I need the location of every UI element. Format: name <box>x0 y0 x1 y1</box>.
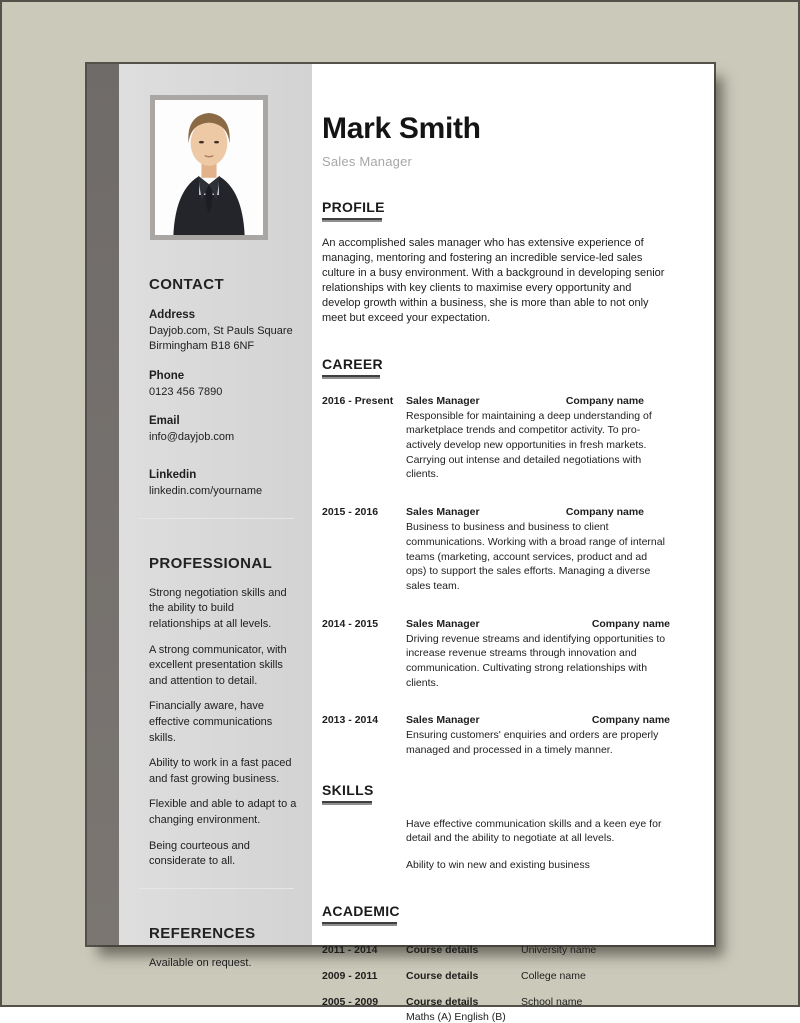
academic-dates: 2011 - 2014 <box>322 943 378 956</box>
academic-row <box>322 970 670 982</box>
career-dates: 2016 - Present <box>322 394 394 407</box>
professional-item: Being courteous and considerate to all. <box>149 839 250 868</box>
career-dates: 2013 - 2014 <box>322 714 379 727</box>
contact-linkedin <box>149 467 297 499</box>
contact-phone-value: 0123 456 7890 <box>149 385 223 398</box>
academic-dates: 2009 - 2011 <box>322 969 378 982</box>
contact-heading: CONTACT <box>149 276 225 293</box>
contact-email-label: Email <box>149 415 180 428</box>
career-description: Ensuring customers' enquiries and orders are properly managed and processed in a timely manner. <box>406 729 659 757</box>
career-body <box>406 506 670 593</box>
career-description: Driving revenue streams and identifying opportunities to increase revenue streams through innovation and communication. Cultivating strong relationships with clients. <box>406 632 666 689</box>
academic-course: Course details <box>406 969 479 982</box>
cv-page <box>87 64 714 1023</box>
career-role-row <box>406 714 670 726</box>
skills-item: Have effective communication skills and a keen eye for detail and the ability to negotiate at all levels. <box>406 817 662 845</box>
career-dates: 2014 - 2015 <box>322 617 379 630</box>
professional-heading: PROFESSIONAL <box>149 554 273 572</box>
contact-address <box>149 307 297 355</box>
contact-email <box>149 413 297 445</box>
career-role: Sales Manager <box>406 394 480 407</box>
contact-address-label: Address <box>149 309 196 321</box>
career-role-row <box>406 506 670 518</box>
professional-item: A strong communicator, with excellent presentation skills and attention to detail. <box>149 643 287 687</box>
career-body <box>406 618 670 691</box>
career-company: Company name <box>591 714 670 727</box>
contact-linkedin-label: Linkedin <box>149 469 197 482</box>
skills-body <box>406 817 670 873</box>
page-spine <box>87 64 119 945</box>
career-role-row <box>406 395 670 407</box>
career-role: Sales Manager <box>406 506 480 519</box>
professional-list <box>149 586 297 870</box>
academic-row <box>322 944 670 956</box>
main-column <box>312 64 714 1023</box>
career-description: Responsible for maintaining a deep understanding of marketplace trends and competitor activity. To pro-actively develop new opportunities in fresh markets. Carrying out intense and detailed negotiations with clients. <box>406 409 652 481</box>
career-entry <box>322 714 670 757</box>
academic-institution: College name <box>521 969 586 982</box>
career-company: Company name <box>565 394 644 407</box>
academic-row <box>322 996 670 1023</box>
career-role: Sales Manager <box>406 714 480 727</box>
sidebar-divider <box>139 888 294 889</box>
references-heading: REFERENCES <box>149 924 256 942</box>
candidate-name: Mark Smith <box>322 112 481 145</box>
career-entry <box>322 506 670 593</box>
academic-course: Course details <box>406 943 479 956</box>
profile-section <box>322 199 670 326</box>
academic-grades: Maths (A) English (B) <box>406 1010 506 1023</box>
profile-text: An accomplished sales manager who has extensive experience of managing, mentoring and fostering an incredible service-led sales culture in a busy environment. With a background in developing senior relationships with key clients to maximise every opportunity and develop growth within a business, she is more than able to not only meet but exceed your expectation. <box>322 237 665 324</box>
career-role-row <box>406 618 670 630</box>
contact-linkedin-value: linkedin.com/yourname <box>149 485 263 498</box>
skills-heading: SKILLS <box>322 782 374 805</box>
academic-institution: University name <box>521 943 597 956</box>
contact-address-line1: Dayjob.com, St Pauls Square <box>149 324 293 337</box>
career-dates: 2015 - 2016 <box>322 506 379 519</box>
career-body <box>406 714 670 757</box>
career-role: Sales Manager <box>406 617 480 630</box>
academic-institution: School name <box>521 995 583 1008</box>
contact-address-line2: Birmingham B18 6NF <box>149 340 255 353</box>
profile-photo <box>150 95 268 240</box>
career-body <box>406 395 670 482</box>
headshot-illustration <box>155 100 263 235</box>
contact-email-value: info@dayjob.com <box>149 430 235 443</box>
contact-phone-label: Phone <box>149 369 185 382</box>
professional-item: Strong negotiation skills and the ability to build relationships at all levels. <box>149 586 287 630</box>
sidebar <box>119 64 312 969</box>
career-heading: CAREER <box>322 356 383 379</box>
references-text: Available on request. <box>149 956 252 969</box>
academic-section <box>322 903 670 1023</box>
academic-dates: 2005 - 2009 <box>322 995 379 1008</box>
skills-section <box>322 782 670 873</box>
professional-item: Financially aware, have effective communications skills. <box>149 700 273 744</box>
career-section <box>322 356 670 758</box>
skills-item: Ability to win new and existing business <box>406 859 590 872</box>
career-company: Company name <box>565 506 644 519</box>
career-description: Business to business and business to client communications. Working with a broad range of internal teams (marketing, account services, product and ad ops) to support the sales efforts. Managing a diverse sales team. <box>406 521 665 592</box>
career-entry <box>322 618 670 691</box>
academic-course: Course details <box>406 995 479 1008</box>
professional-item: Ability to work in a fast paced and fast growing business. <box>149 757 292 785</box>
career-entry <box>322 395 670 482</box>
career-company: Company name <box>591 617 670 630</box>
academic-course-cell <box>406 996 521 1023</box>
academic-heading: ACADEMIC <box>322 903 400 926</box>
sidebar-divider <box>139 518 294 519</box>
contact-phone <box>149 368 297 400</box>
candidate-job-title: Sales Manager <box>322 154 413 169</box>
profile-heading: PROFILE <box>322 199 385 222</box>
professional-item: Flexible and able to adapt to a changing environment. <box>149 798 297 827</box>
